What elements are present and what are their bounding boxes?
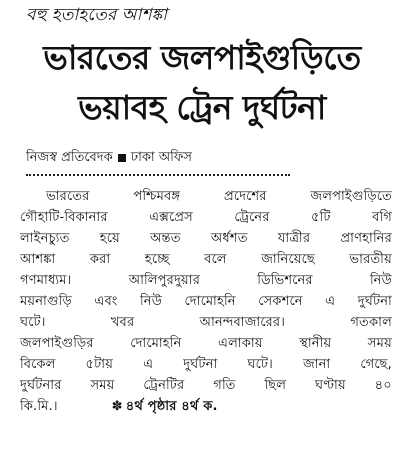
- article-word: ৪০: [374, 378, 392, 393]
- article-word: যাত্রীর: [277, 231, 311, 246]
- article-word: গতি: [213, 378, 236, 393]
- article-word: গেছে,: [360, 357, 392, 372]
- byline: [26, 149, 192, 167]
- article-word: সময়: [90, 378, 115, 393]
- article-word: ঘণ্টায়: [314, 378, 346, 393]
- article-word: সেকশনে: [258, 294, 303, 309]
- article-word: ট্রেনটির: [143, 378, 185, 393]
- article-line: [20, 207, 392, 228]
- article-body: [20, 186, 392, 417]
- article-word: গৌহাটি-বিকানার: [20, 210, 108, 225]
- article-line: [20, 291, 392, 312]
- article-word: দোমোহনি: [184, 294, 236, 309]
- article-word: গতকাল: [350, 315, 392, 330]
- article-line: [20, 228, 392, 249]
- article-word: করা: [89, 252, 111, 267]
- article-word: নিউ: [369, 273, 392, 288]
- article-word: ভারতের: [46, 189, 90, 204]
- square-bullet-icon: [118, 154, 126, 162]
- article-word: দুর্ঘটনা: [183, 357, 218, 372]
- article-word: এ: [143, 357, 154, 372]
- article-lines: [20, 186, 392, 396]
- article-word: জলপাইগুড়িতে: [310, 189, 392, 204]
- article-word: ডিভিশনের: [257, 273, 313, 288]
- article-word: হয়ে: [99, 231, 120, 246]
- headline-line-1: ভারতের জলপাইগুড়িতে: [43, 38, 361, 77]
- article-word: আশঙ্কা: [20, 252, 56, 267]
- article-word: ৫টি: [311, 210, 331, 225]
- article-word: জানা: [303, 357, 331, 372]
- byline-location: ঢাকা অফিস: [130, 150, 192, 165]
- headline-line-2: ভয়াবহ ট্রেন দুর্ঘটনা: [78, 88, 326, 127]
- article-word: স্থানীয়: [299, 336, 332, 351]
- article-word: ছিল: [264, 378, 287, 393]
- article-word: দুর্ঘটনার: [20, 378, 62, 393]
- article-word: দুর্ঘটনা: [357, 294, 392, 309]
- article-word: এ: [325, 294, 336, 309]
- article-line: [20, 333, 392, 354]
- article-line: [20, 312, 392, 333]
- article-word: জলপাইগুড়ির: [20, 336, 94, 351]
- article-word: দোমোহনি: [130, 336, 182, 351]
- article-word: ঘটে।: [247, 357, 274, 372]
- article-line-last: [20, 396, 392, 417]
- article-word: নিউ: [140, 294, 163, 309]
- article-line: [20, 270, 392, 291]
- article-word: ময়নাগুড়ি: [20, 294, 72, 309]
- article-word: ঘটে।: [20, 315, 46, 330]
- article-word: হচ্ছে: [144, 252, 170, 267]
- article-word: খবর: [110, 315, 135, 330]
- article-word: অন্তত: [150, 231, 181, 246]
- article-word: অর্ধশত: [210, 231, 248, 246]
- article-line: [20, 186, 392, 207]
- continuation-text: ৪র্থ পৃষ্ঠার ৪র্থ ক.: [125, 399, 218, 414]
- article-word: জানিয়েছে: [261, 252, 315, 267]
- article-word: ৫টায়: [85, 357, 114, 372]
- flower-icon: ✽: [111, 399, 123, 414]
- article-line: [20, 375, 392, 396]
- article-word: এবং: [94, 294, 118, 309]
- article-word: গণমাধ্যম।: [20, 273, 72, 288]
- article-word: আনন্দবাজারের।: [199, 315, 286, 330]
- kicker: বহু হতাহতের আশঙ্কা: [26, 5, 168, 25]
- article-word: ট্রেনের: [234, 210, 270, 225]
- continuation-link[interactable]: [112, 396, 218, 417]
- article-word: বিকেল: [20, 357, 56, 372]
- article-word: এক্সপ্রেস: [149, 210, 193, 225]
- article-word: লাইনচ্যুত: [20, 231, 70, 246]
- article-word: প্রাণহানির: [340, 231, 392, 246]
- article-word: এলাকায়: [218, 336, 263, 351]
- byline-author: নিজস্ব প্রতিবেদক: [26, 150, 113, 165]
- article-word: বগি: [372, 210, 392, 225]
- dotted-divider: [26, 174, 290, 176]
- article-word: ভারতীয়: [349, 252, 392, 267]
- article-word: প্রদেশের: [224, 189, 267, 204]
- article-line: [20, 354, 392, 375]
- article-word: পশ্চিমবঙ্গ: [133, 189, 181, 204]
- article-word: আলিপুরদুয়ার: [128, 273, 201, 288]
- article-word: বলে: [204, 252, 227, 267]
- article-line: [20, 249, 392, 270]
- article-word: সময়: [367, 336, 392, 351]
- article-last-text: কি.মি.।: [20, 399, 58, 414]
